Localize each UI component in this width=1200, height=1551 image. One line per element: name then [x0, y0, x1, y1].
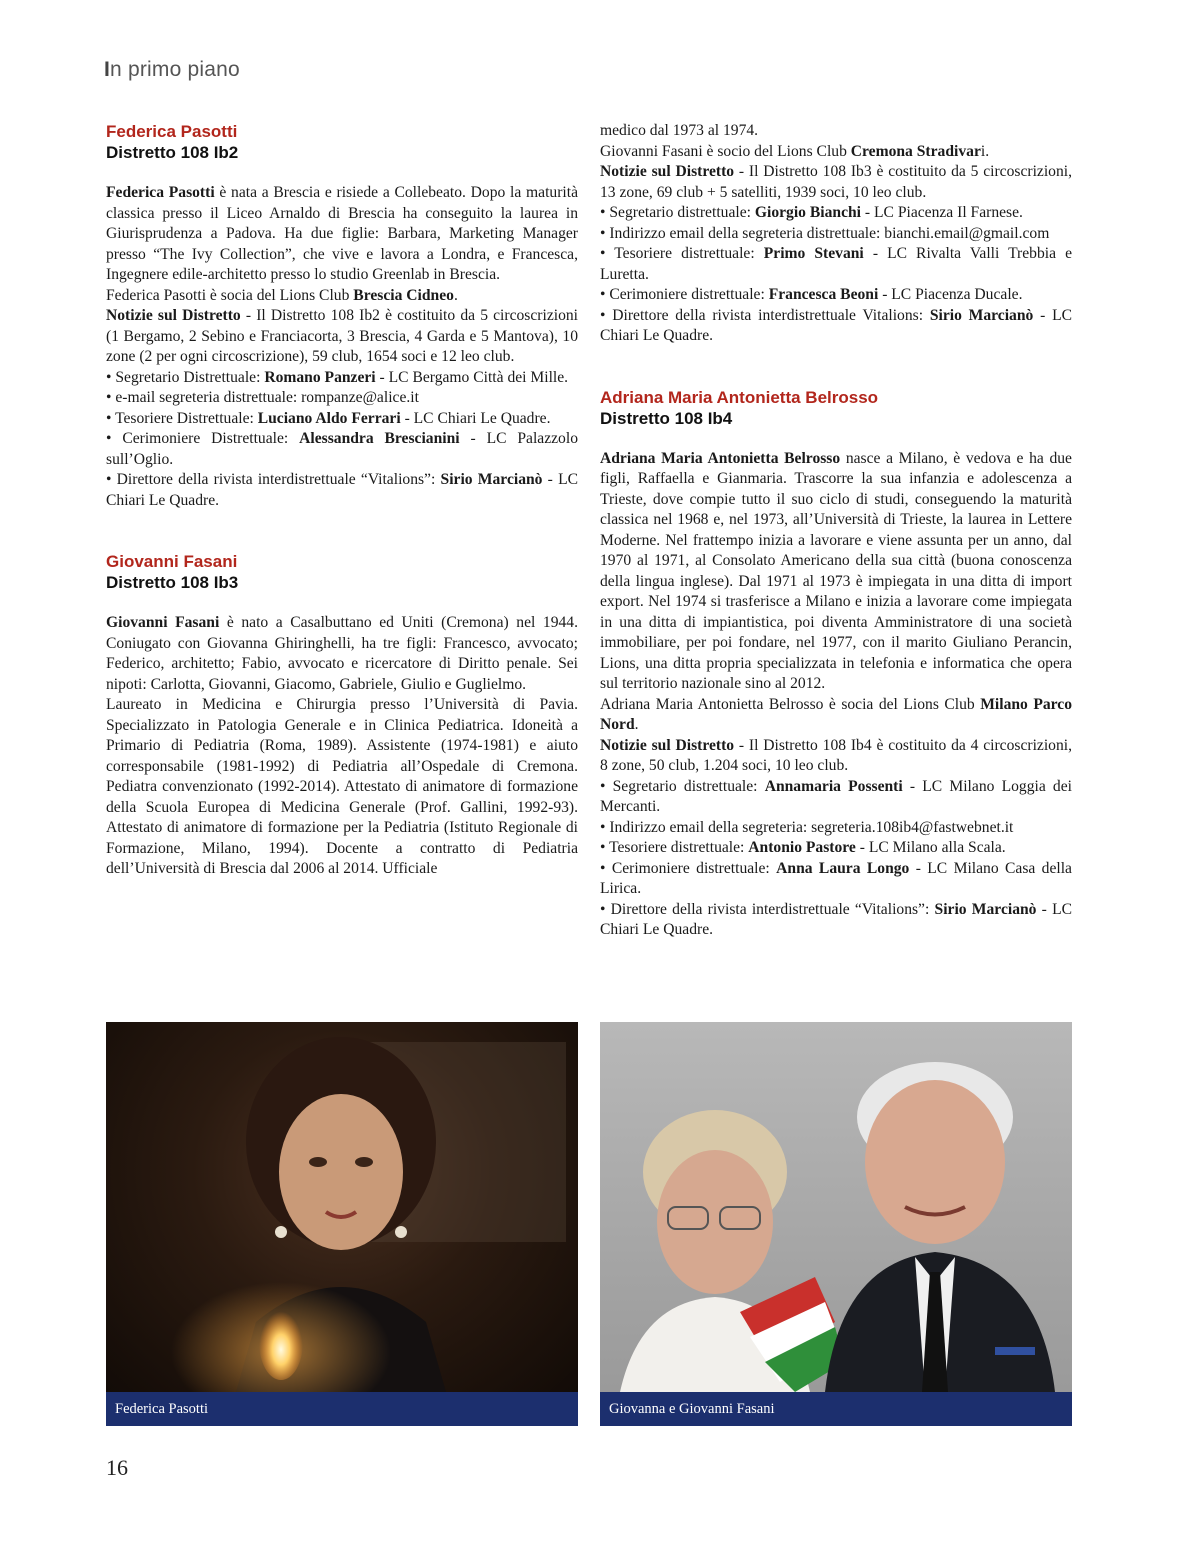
section-label-rest: n primo piano: [110, 58, 240, 81]
section-label: [104, 58, 240, 82]
treasurer-line: • Tesoriere distrettuale: Primo Stevani - LC Rivalta Valli Trebbia e Luretta.: [600, 245, 1072, 283]
couple-illustration: [600, 1022, 1072, 1392]
left-column: [106, 121, 578, 880]
person-name: Adriana Maria Antonietta Belrosso: [600, 387, 879, 407]
director-line: • Direttore della rivista interdistrettuale “Vitalions”: Sirio Marcianò - LC Chiari Le Quadre.: [106, 471, 578, 509]
club-paragraph: Federica Pasotti è socia del Lions Club Brescia Cidneo.: [106, 286, 458, 304]
district-info: Notizie sul Distretto - Il Distretto 108 Ib2 è costituito da 5 circoscrizioni (1 Bergamo, 2 Sebino e Franciacorta, 3 Brescia, 4 Garda e 5 Mantova), 10 zone (2 per ogni circoscrizione), 59 club, 1654 soci e 12 leo club.: [106, 307, 578, 365]
district-info: Notizie sul Distretto - Il Distretto 108 Ib3 è costituito da 5 circoscrizioni, 13 zone, 69 club + 5 satelliti, 1939 soci, 10 leo club.: [600, 163, 1072, 201]
secretary-line: • Segretario distrettuale: Giorgio Bianchi - LC Piacenza Il Farnese.: [600, 204, 1023, 221]
person-district: Distretto 108 Ib2: [106, 143, 239, 162]
person-name: Federica Pasotti: [106, 122, 238, 141]
photo-caption: Federica Pasotti: [106, 1392, 578, 1426]
page-number: 16: [106, 1455, 128, 1480]
person-district: Distretto 108 Ib4: [600, 408, 733, 428]
bio-paragraph: Federica Pasotti è nata a Brescia e risiede a Collebeato. Dopo la maturità classica presso il Liceo Arnaldo di Brescia ha conseguito la laurea in Giurisprudenza a Padova. Ha due figlie: Barbara, Marketing Manager presso “The Ivy Collection”, che vive e lavora a Londra, e Francesca, Ingegnere edile-architetto presso lo studio Greenlab in Brescia.: [106, 184, 578, 283]
career-continued: medico dal 1973 al 1974.: [600, 122, 759, 139]
secretary-line: • Segretario Distrettuale: Romano Panzeri - LC Bergamo Città dei Mille.: [106, 368, 569, 386]
right-column: [600, 121, 1072, 941]
bio-paragraph: Adriana Maria Antonietta Belrosso nasce a Milano, è vedova e ha due figli, Raffaella e Gianmaria. Trascorre la sua infanzia e adolescenza a Trieste, dove compie tutto il suo ciclo di studi, conseguendo la maturità classica nel 1968 e, nel 1973, all’Università di Trieste, la laurea in Lettere Moderne. Nel frattempo inizia a lavorare e viene assunta per un anno, dal 1970 al 1971, al Consolato Americano della sua città (buona conoscenza della lingua inglese). Dal 1971 al 1973 è impiegata in una ditta di import export. Nel 1974 si trasferisce a Milano e inizia a lavorare come impiegata in una ditta di impiantistica, poi diventa Amministratore di una società immobiliare, per poi fondare, nel 1977, con il marito Giuliano Perancin, Lions, una ditta propria specializzata in telefonia e informatica che opera sul territorio nazionale sino al 2012.: [600, 449, 1072, 692]
secretary-line: • Segretario distrettuale: Annamaria Possenti - LC Milano Loggia dei Mercanti.: [600, 777, 1072, 815]
treasurer-line: • Tesoriere distrettuale: Antonio Pastore - LC Milano alla Scala.: [600, 839, 1006, 856]
person-district: Distretto 108 Ib3: [106, 573, 239, 592]
treasurer-line: • Tesoriere Distrettuale: Luciano Aldo Ferrari - LC Chiari Le Quadre.: [106, 409, 551, 427]
director-line: • Direttore della rivista interdistrettuale “Vitalions”: Sirio Marcianò - LC Chiari Le Quadre.: [600, 900, 1072, 938]
ceremony-line: • Cerimoniere Distrettuale: Alessandra Brescianini - LC Palazzolo sull’Oglio.: [106, 430, 578, 468]
career-paragraph: Laureato in Medicina e Chirurgia presso l’Università di Pavia. Specializzato in Patologia Generale e in Clinica Pediatrica. Idoneità a Primario di Pediatria (Roma, 1989). Assistente (1974-1981) e aiuto corresponsabile (1981-1992) di Pediatria all’Ospedale di Cremona. Pediatra convenzionato (1992-2014). Attestato di animatore di formazione della Scuola Europea di Medicina Generale (Prof. Gallini, 1992-93). Attestato di animatore di formazione per la Pediatria (Istituto Regionale di Formazione, Milano, 1994). Docente a contratto di Pediatria dell’Università di Brescia dal 2006 al 2014. Ufficiale: [106, 696, 578, 877]
email-line: • e-mail segreteria distrettuale: rompanze@alice.it: [106, 389, 419, 406]
photo-caption: Giovanna e Giovanni Fasani: [600, 1392, 1072, 1426]
ceremony-line: • Cerimoniere distrettuale: Francesca Beoni - LC Piacenza Ducale.: [600, 286, 1023, 303]
email-line: • Indirizzo email della segreteria: segreteria.108ib4@fastwebnet.it: [600, 818, 1014, 836]
district-info: Notizie sul Distretto - Il Distretto 108 Ib4 è costituito da 4 circoscrizioni, 8 zone, 50 club, 1.204 soci, 10 leo club.: [600, 736, 1072, 774]
portrait-photo-right: [600, 1022, 1072, 1392]
ceremony-line: • Cerimoniere distrettuale: Anna Laura Longo - LC Milano Casa della Lirica.: [600, 859, 1072, 897]
portrait-photo-left: [106, 1022, 578, 1392]
bio-paragraph: Giovanni Fasani è nato a Casalbuttano ed Uniti (Cremona) nel 1944. Coniugato con Giovanna Ghiringhelli, ha tre figli: Francesco, avvocato; Federico, architetto; Fabio, avvocato e ricercatore di Diritto penale. Sei nipoti: Carlotta, Giovanni, Giacomo, Gabriele, Giulio e Guglielmo.: [106, 614, 578, 693]
email-line: • Indirizzo email della segreteria distrettuale: bianchi.email@gmail.com: [600, 224, 1050, 242]
section-label-initial: I: [104, 58, 111, 81]
club-paragraph: Adriana Maria Antonietta Belrosso è socia del Lions Club Milano Parco Nord.: [600, 695, 1072, 733]
person-name: Giovanni Fasani: [106, 552, 238, 571]
director-line: • Direttore della rivista interdistrettuale Vitalions: Sirio Marcianò - LC Chiari Le Quadre.: [600, 306, 1072, 344]
portrait-illustration: [106, 1022, 578, 1392]
club-paragraph: Giovanni Fasani è socio del Lions Club Cremona Stradivari.: [600, 142, 990, 160]
